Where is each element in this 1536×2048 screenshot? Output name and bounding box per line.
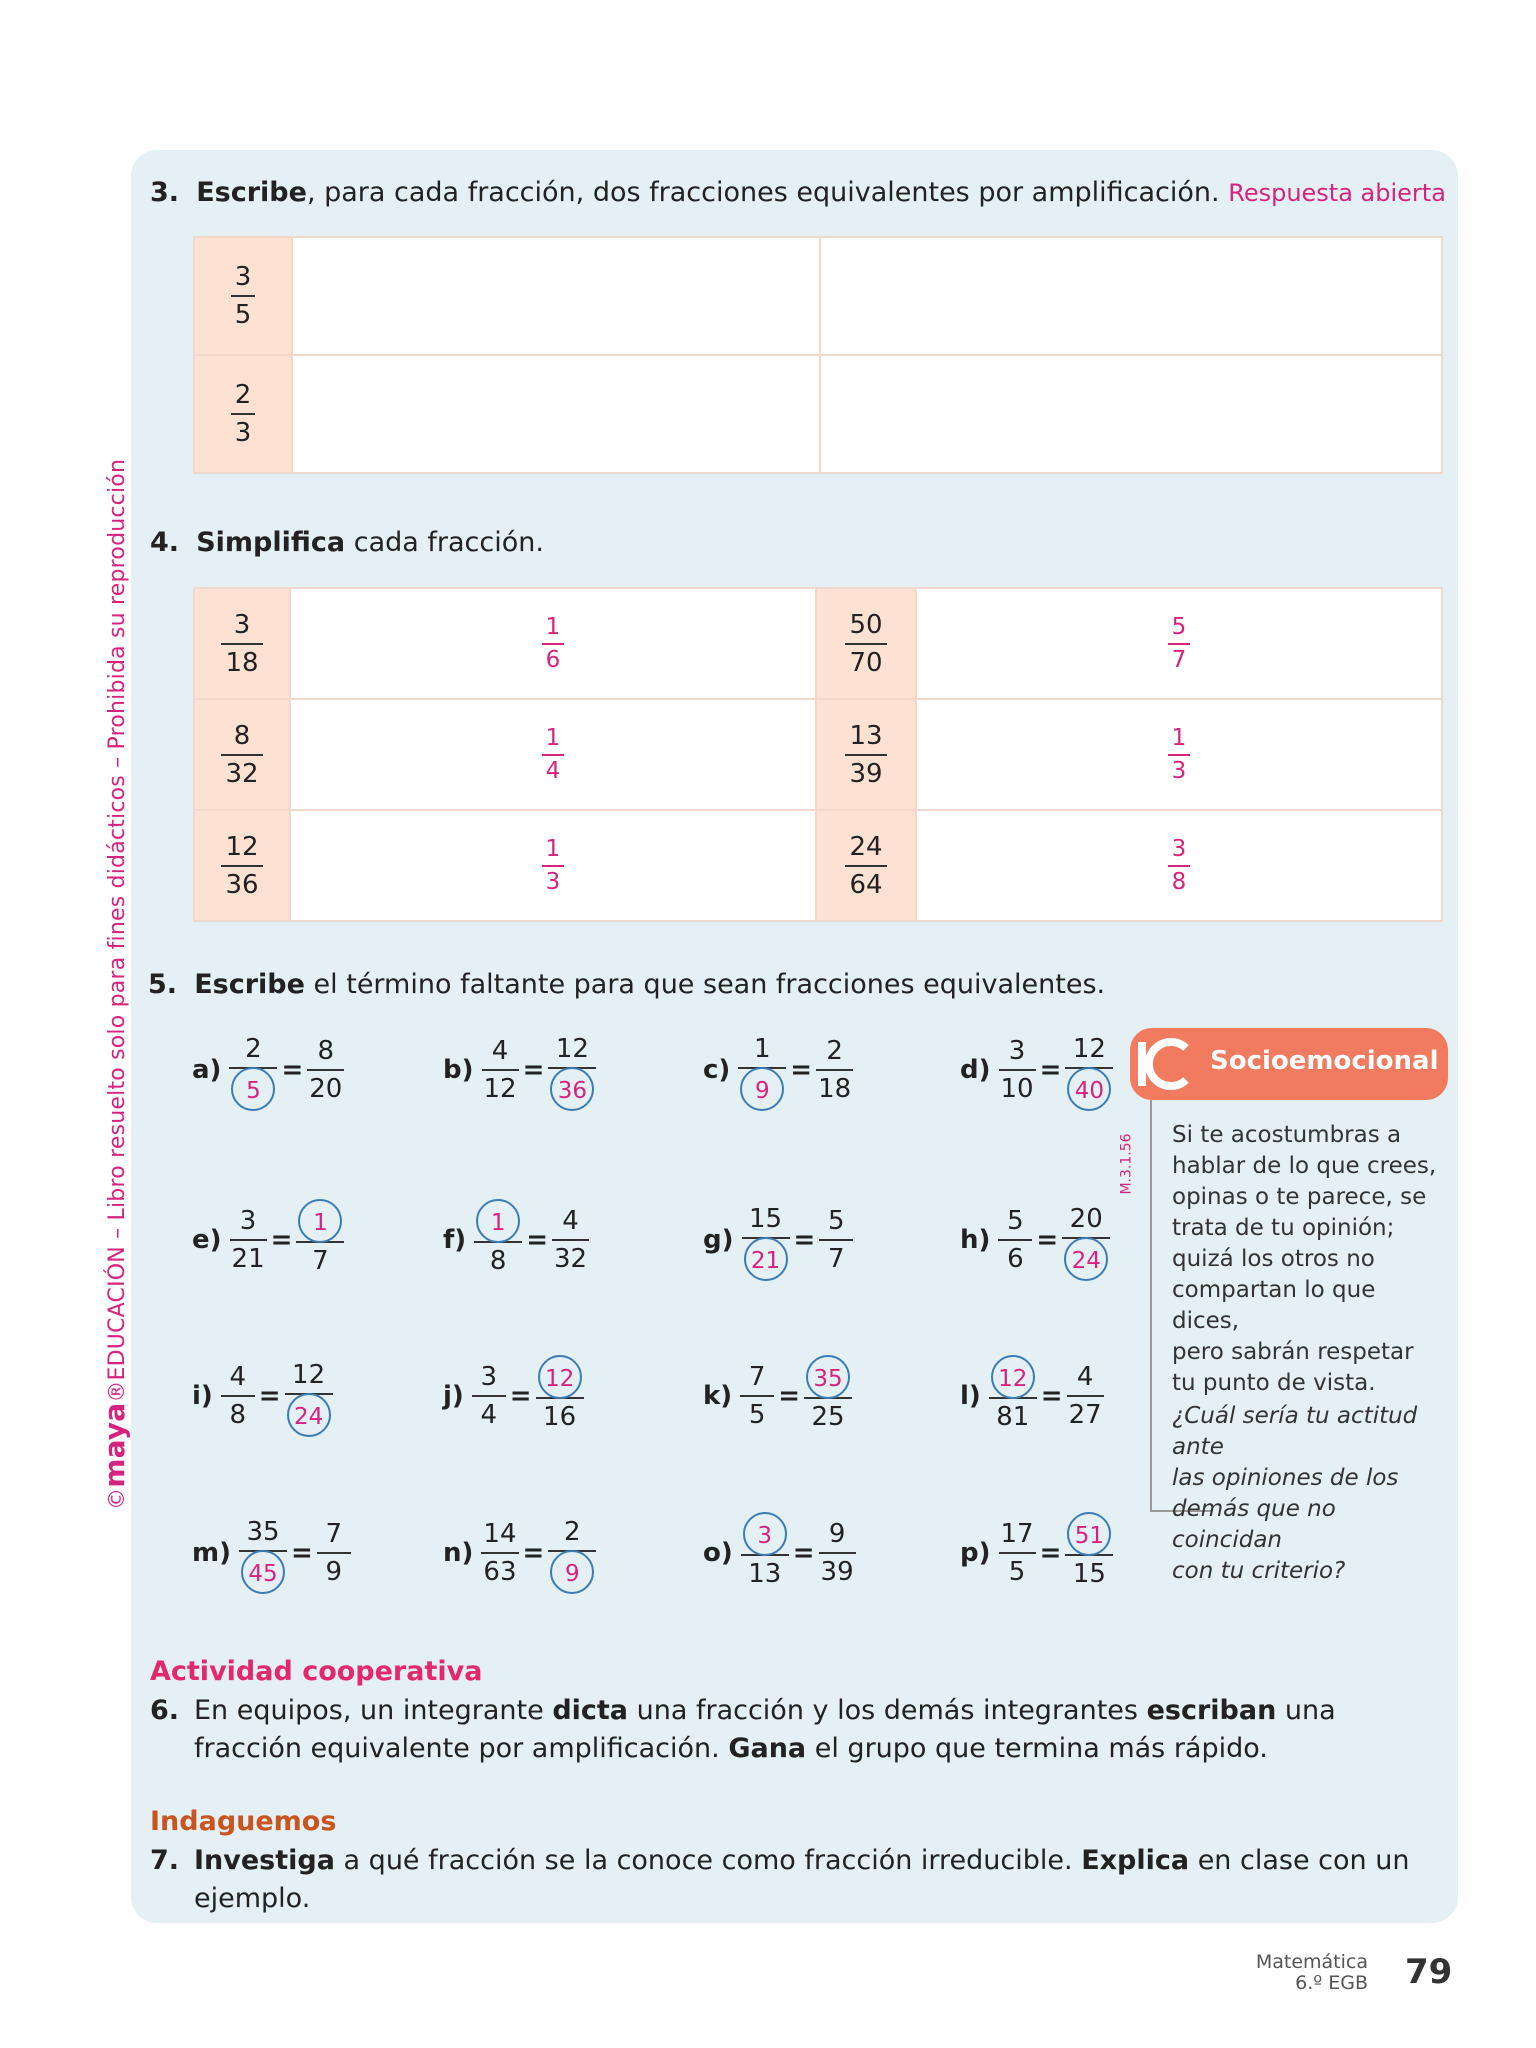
fraction — [548, 1519, 596, 1587]
equals-sign: = — [778, 1381, 800, 1411]
q5-exercise — [703, 1036, 853, 1104]
q4-answer-fraction — [1168, 724, 1191, 784]
fraction — [1067, 1364, 1104, 1428]
exercise-label: k) — [703, 1381, 733, 1411]
denominator: 3 — [545, 868, 561, 895]
body-line: hablar de lo que crees, — [1172, 1153, 1437, 1179]
equals-sign: = — [790, 1055, 813, 1085]
page-number: 79 — [1405, 1952, 1453, 1992]
numerator: 3 — [239, 1206, 257, 1236]
exercise-label: l) — [960, 1381, 981, 1411]
numerator: 3 — [480, 1362, 498, 1392]
numerator: 4 — [562, 1206, 579, 1236]
body-line: compartan lo que dices, — [1172, 1277, 1376, 1334]
numerator — [536, 1362, 584, 1392]
q7-bold: Investiga — [194, 1845, 335, 1876]
q3-fraction-cell — [194, 355, 292, 473]
q6-text: En equipos, un integrante — [194, 1695, 553, 1726]
q5-exercise — [192, 1206, 344, 1274]
numerator: 2 — [564, 1517, 581, 1547]
q5-text: el término faltante para que sean fracciones equivalentes. — [304, 969, 1106, 1000]
fraction — [1065, 1036, 1113, 1104]
q4-answer-fraction — [542, 724, 565, 784]
body-line: Si te acostumbras a — [1172, 1122, 1402, 1148]
denominator: 5 — [234, 300, 252, 330]
exercise-label: h) — [960, 1225, 991, 1255]
numerator: 3 — [1008, 1036, 1026, 1066]
denominator: 36 — [225, 869, 259, 900]
q7-bold: Explica — [1081, 1845, 1190, 1876]
denominator: 64 — [849, 869, 883, 900]
numerator — [741, 1519, 789, 1549]
q5-title — [148, 968, 1105, 1002]
numerator — [804, 1362, 852, 1392]
q4-answer-cell — [916, 699, 1442, 810]
q5-number: 5. — [148, 969, 178, 1000]
fraction — [999, 1038, 1036, 1102]
denominator: 6 — [545, 646, 561, 673]
exercise-label: p) — [960, 1538, 991, 1568]
numerator: 35 — [246, 1517, 280, 1547]
numerator: 15 — [748, 1204, 783, 1234]
fraction — [819, 1521, 856, 1585]
q6-bold: dicta — [552, 1695, 629, 1726]
fraction — [742, 1206, 790, 1274]
numerator — [474, 1206, 522, 1236]
denominator: 7 — [828, 1244, 845, 1274]
denominator: 4 — [480, 1400, 498, 1430]
numerator: 24 — [849, 831, 883, 862]
denominator: 20 — [309, 1074, 343, 1104]
equals-sign: = — [290, 1538, 313, 1568]
copyright-side-text — [98, 459, 131, 1510]
numerator: 12 — [1072, 1034, 1106, 1064]
q5-exercise — [960, 1206, 1110, 1274]
denominator — [229, 1074, 277, 1104]
indaguemos-heading: Indaguemos — [150, 1806, 337, 1837]
denominator — [548, 1074, 596, 1104]
numerator: 4 — [491, 1036, 509, 1066]
q5-exercise — [703, 1519, 856, 1587]
denominator: 70 — [849, 647, 883, 678]
numerator: 20 — [1069, 1204, 1103, 1234]
footer-subject-name: Matemática — [1255, 1951, 1368, 1973]
fraction — [552, 1208, 589, 1272]
answer-circle[interactable]: 45 — [241, 1550, 285, 1594]
exercise-label: f) — [443, 1225, 467, 1255]
fraction — [740, 1364, 774, 1428]
q4-answer-fraction — [1168, 613, 1191, 673]
numerator: 1 — [754, 1034, 771, 1064]
q4-row — [194, 699, 1442, 810]
q3-answer-cell[interactable] — [820, 355, 1442, 473]
exercise-label: d) — [960, 1055, 991, 1085]
q5-exercise — [703, 1206, 853, 1274]
q3-fraction — [231, 264, 256, 328]
q4-fraction-cell — [194, 699, 290, 810]
answer-circle[interactable]: 36 — [550, 1067, 594, 1111]
denominator — [239, 1557, 287, 1587]
answer-circle[interactable]: 3 — [743, 1512, 787, 1556]
fraction — [998, 1208, 1032, 1272]
denominator: 81 — [996, 1402, 1030, 1432]
exercise-label: j) — [443, 1381, 464, 1411]
exercise-label: e) — [192, 1225, 222, 1255]
body-line: pero sabrán respetar — [1172, 1339, 1414, 1365]
denominator: 6 — [1007, 1244, 1024, 1274]
exercise-label: n) — [443, 1538, 474, 1568]
exercise-label: m) — [192, 1538, 231, 1568]
q3-answer-cell[interactable] — [820, 237, 1442, 355]
q7-text: a qué fracción se la conoce como fracción irreducible. — [334, 1845, 1082, 1876]
q4-answer-cell — [916, 810, 1442, 921]
numerator: 1 — [1171, 724, 1187, 751]
brand-logo-text: maya — [98, 1402, 131, 1488]
q5-exercise — [192, 1362, 333, 1430]
socioemotional-body — [1172, 1120, 1448, 1587]
q4-answer-fraction — [1168, 835, 1191, 895]
numerator: 5 — [828, 1206, 845, 1236]
q7-text: en clase con un ejemplo. — [194, 1845, 1410, 1914]
numerator: 13 — [849, 720, 883, 751]
fraction — [536, 1362, 584, 1430]
equals-sign: = — [1039, 1538, 1062, 1568]
q6-paragraph — [150, 1692, 1450, 1768]
q5-exercise — [443, 1036, 596, 1104]
denominator: 13 — [748, 1559, 782, 1589]
denominator — [1065, 1074, 1113, 1104]
answer-circle[interactable]: 12 — [538, 1355, 582, 1399]
q4-answer-cell — [290, 699, 816, 810]
question-line: las opiniones de los — [1172, 1465, 1399, 1491]
question-line: demás que no coincidan — [1172, 1496, 1336, 1553]
denominator — [738, 1074, 786, 1104]
q4-answer-cell — [290, 810, 816, 921]
denominator: 21 — [231, 1244, 265, 1274]
numerator: 2 — [234, 380, 252, 410]
answer-circle[interactable]: 1 — [298, 1199, 342, 1243]
denominator: 7 — [1171, 646, 1187, 673]
q5-verb: Escribe — [194, 969, 305, 1000]
q3-answer-cell[interactable] — [292, 355, 820, 473]
exercise-label: o) — [703, 1538, 733, 1568]
denominator: 12 — [483, 1074, 517, 1104]
equals-sign: = — [1036, 1225, 1059, 1255]
exercise-label: b) — [443, 1055, 474, 1085]
q5-exercise — [192, 1036, 344, 1104]
numerator: 17 — [1000, 1519, 1034, 1549]
numerator: 4 — [1076, 1362, 1094, 1392]
q4-fraction-cell — [816, 810, 916, 921]
denominator: 3 — [1171, 757, 1187, 784]
body-line: quizá los otros no — [1172, 1246, 1375, 1272]
denominator: 3 — [234, 418, 252, 448]
socioemotional-header — [1130, 1028, 1448, 1100]
copyright-rest: ®EDUCACIÓN – Libro resuelto solo para fines didácticos – Prohibida su reproducción — [105, 458, 130, 1403]
q5-exercise — [703, 1362, 852, 1430]
q7-number: 7. — [150, 1845, 180, 1876]
denominator: 4 — [545, 757, 561, 784]
q4-fraction-cell — [816, 588, 916, 699]
cooperative-activity-heading: Actividad cooperativa — [150, 1656, 483, 1687]
fraction — [804, 1362, 852, 1430]
fraction — [548, 1036, 596, 1104]
footer-grade: 6.º EGB — [1295, 1972, 1368, 1994]
numerator: 5 — [1171, 613, 1187, 640]
q5-exercise — [443, 1362, 584, 1430]
q7-paragraph — [150, 1842, 1450, 1918]
q4-row — [194, 810, 1442, 921]
answer-circle[interactable]: 9 — [550, 1550, 594, 1594]
numerator: 12 — [225, 831, 259, 862]
numerator: 5 — [1007, 1206, 1024, 1236]
denominator: 9 — [325, 1557, 343, 1587]
q4-answer-cell — [916, 588, 1442, 699]
q6-bold: Gana — [728, 1733, 807, 1764]
exercise-label: i) — [192, 1381, 213, 1411]
q5-exercise — [960, 1036, 1113, 1104]
denominator — [742, 1244, 790, 1274]
fraction — [1065, 1519, 1113, 1587]
equals-sign: = — [793, 1225, 816, 1255]
denominator — [548, 1557, 596, 1587]
q4-fraction-cell — [194, 810, 290, 921]
answer-circle[interactable]: 24 — [287, 1393, 331, 1437]
socioemotional-logo-icon — [1134, 1034, 1198, 1094]
socioemotional-box — [1118, 1028, 1448, 1584]
q3-title — [150, 176, 1446, 210]
denominator: 7 — [312, 1246, 329, 1276]
fraction — [741, 1519, 789, 1587]
q6-number: 6. — [150, 1695, 180, 1726]
exercise-label: g) — [703, 1225, 734, 1255]
q3-text: , para cada fracción, dos fracciones equivalentes por amplificación. — [306, 177, 1220, 208]
denominator: 8 — [229, 1400, 247, 1430]
footer-subject — [1256, 1952, 1368, 1994]
denominator: 8 — [1171, 868, 1187, 895]
fraction — [230, 1208, 267, 1272]
fraction — [738, 1036, 786, 1104]
q5-exercise — [443, 1206, 589, 1274]
equals-sign: = — [258, 1381, 281, 1411]
answer-circle[interactable]: 21 — [744, 1237, 788, 1281]
fraction — [816, 1038, 853, 1102]
fraction — [307, 1038, 344, 1102]
q3-verb: Escribe — [196, 177, 307, 208]
denominator: 27 — [1068, 1400, 1102, 1430]
numerator: 1 — [545, 724, 561, 751]
q4-answer-cell — [290, 588, 816, 699]
numerator: 3 — [233, 609, 251, 640]
denominator: 25 — [811, 1402, 845, 1432]
q3-fraction-cell — [194, 237, 292, 355]
fraction — [229, 1036, 277, 1104]
fraction — [481, 1521, 518, 1585]
denominator: 15 — [1072, 1559, 1106, 1589]
exercise-label: c) — [703, 1055, 731, 1085]
q4-answer-fraction — [542, 613, 565, 673]
numerator: 50 — [849, 609, 883, 640]
q5-exercise — [960, 1519, 1113, 1587]
fraction — [989, 1362, 1037, 1430]
answer-circle[interactable]: 9 — [740, 1067, 784, 1111]
q4-number: 4. — [150, 527, 180, 558]
socioemotional-title: Socioemocional — [1210, 1046, 1439, 1076]
denominator: 39 — [849, 758, 883, 789]
fraction — [474, 1206, 522, 1274]
equals-sign: = — [281, 1055, 304, 1085]
equals-sign: = — [522, 1055, 545, 1085]
numerator: 3 — [1171, 835, 1187, 862]
denominator: 18 — [225, 647, 259, 678]
q4-fraction-cell — [194, 588, 290, 699]
answer-circle[interactable]: 40 — [1067, 1067, 1111, 1111]
q4-fraction-cell — [816, 699, 916, 810]
q3-fraction — [231, 382, 256, 446]
denominator — [1062, 1244, 1110, 1274]
q6-text: el grupo que termina más rápido. — [806, 1733, 1268, 1764]
q3-table — [193, 236, 1443, 474]
exercise-label: a) — [192, 1055, 222, 1085]
denominator: 8 — [489, 1246, 507, 1276]
numerator — [296, 1206, 344, 1236]
denominator: 5 — [748, 1400, 766, 1430]
numerator: 3 — [234, 262, 252, 292]
numerator: 12 — [292, 1360, 326, 1390]
q3-answer-note: Respuesta abierta — [1228, 179, 1446, 207]
q6-text: una fracción y los demás integrantes — [628, 1695, 1147, 1726]
numerator: 4 — [229, 1362, 247, 1392]
q4-verb: Simplifica — [196, 527, 346, 558]
denominator: 32 — [225, 758, 259, 789]
fraction — [296, 1206, 344, 1274]
q4-title — [150, 526, 544, 560]
numerator: 8 — [317, 1036, 335, 1066]
answer-circle[interactable]: 5 — [231, 1067, 275, 1111]
q6-bold: escriban — [1146, 1695, 1277, 1726]
denominator: 5 — [1008, 1557, 1026, 1587]
q3-row — [194, 355, 1442, 473]
numerator: 2 — [826, 1036, 843, 1066]
equals-sign: = — [509, 1381, 532, 1411]
answer-circle[interactable]: 51 — [1067, 1512, 1111, 1556]
numerator: 2 — [245, 1034, 262, 1064]
fraction — [482, 1038, 519, 1102]
curriculum-code: M.3.1.56 — [1118, 1133, 1135, 1195]
answer-circle[interactable]: 1 — [476, 1199, 520, 1243]
denominator: 18 — [818, 1074, 852, 1104]
equals-sign: = — [1039, 1055, 1062, 1085]
q3-row — [194, 237, 1442, 355]
body-line: opinas o te parece, se — [1172, 1184, 1427, 1210]
equals-sign: = — [522, 1538, 545, 1568]
q4-text: cada fracción. — [345, 527, 544, 558]
q5-exercise — [443, 1519, 596, 1587]
denominator: 63 — [483, 1557, 517, 1587]
q4-answer-fraction — [542, 835, 565, 895]
body-line: trata de tu opinión; — [1172, 1215, 1395, 1241]
numerator: 1 — [545, 835, 561, 862]
q3-number: 3. — [150, 177, 180, 208]
body-line: tu punto de vista. — [1172, 1370, 1376, 1396]
fraction — [472, 1364, 506, 1428]
fraction — [1062, 1206, 1110, 1274]
equals-sign: = — [792, 1538, 815, 1568]
copyright-symbol: © — [105, 1487, 130, 1510]
fraction — [285, 1362, 333, 1430]
answer-circle[interactable]: 35 — [806, 1355, 850, 1399]
denominator: 39 — [820, 1557, 854, 1587]
equals-sign: = — [1040, 1381, 1063, 1411]
answer-circle[interactable]: 12 — [991, 1355, 1035, 1399]
numerator — [989, 1362, 1037, 1392]
q6-text: una fracción equivalente por amplificación. — [194, 1695, 1336, 1764]
denominator: 32 — [554, 1244, 588, 1274]
answer-circle[interactable]: 24 — [1064, 1237, 1108, 1281]
question-line: con tu criterio? — [1172, 1558, 1346, 1584]
q5-exercise — [192, 1519, 351, 1587]
numerator: 1 — [545, 613, 561, 640]
numerator: 14 — [483, 1519, 517, 1549]
denominator: 16 — [543, 1402, 577, 1432]
question-line: ¿Cuál sería tu actitud ante — [1172, 1403, 1418, 1460]
fraction — [221, 1364, 255, 1428]
fraction — [999, 1521, 1036, 1585]
fraction — [317, 1521, 351, 1585]
numerator: 9 — [828, 1519, 846, 1549]
q3-answer-cell[interactable] — [292, 237, 820, 355]
numerator: 12 — [555, 1034, 589, 1064]
numerator: 7 — [325, 1519, 343, 1549]
numerator: 7 — [748, 1362, 766, 1392]
numerator — [1065, 1519, 1113, 1549]
numerator: 8 — [233, 720, 251, 751]
fraction — [819, 1208, 853, 1272]
q5-exercise — [960, 1362, 1104, 1430]
fraction — [239, 1519, 287, 1587]
q4-row — [194, 588, 1442, 699]
equals-sign: = — [526, 1225, 548, 1255]
box-border-line — [1150, 1100, 1152, 1510]
q4-table — [193, 587, 1443, 922]
denominator: 10 — [1000, 1074, 1034, 1104]
denominator — [285, 1400, 333, 1430]
equals-sign: = — [270, 1225, 293, 1255]
